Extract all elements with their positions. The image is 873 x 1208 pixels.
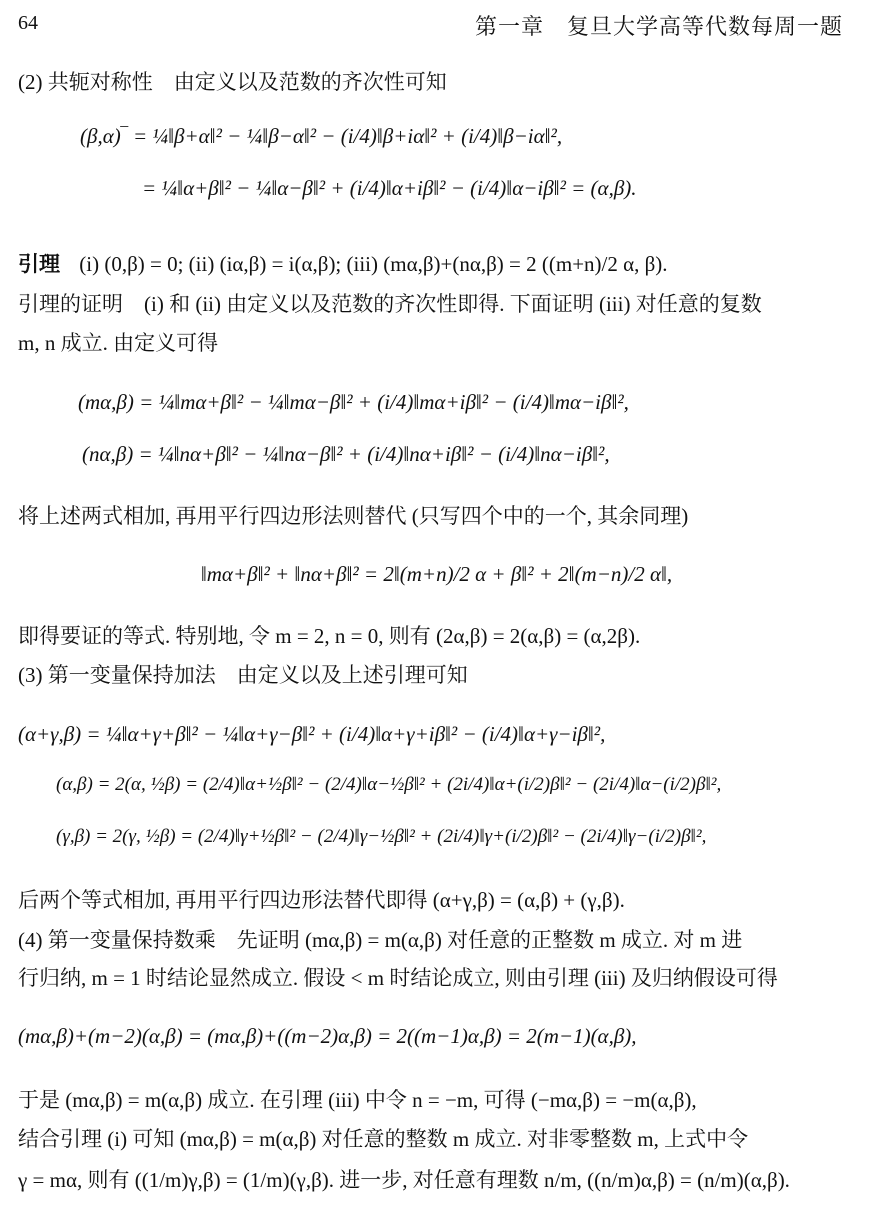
lemma-label: 引理 — [18, 252, 60, 276]
paragraph-line: (3) 第一变量保持加法 由定义以及上述引理可知 — [18, 663, 468, 687]
chapter-title: 第一章 复旦大学高等代数每周一题 — [474, 14, 843, 39]
page-number: 64 — [18, 12, 38, 34]
paragraph-line: 引理的证明 (i) 和 (ii) 由定义以及范数的齐次性即得. 下面证明 (iii) 对任意的复数 — [18, 292, 762, 316]
equation-line: (mα,β) = ¼‖mα+β‖² − ¼‖mα−β‖² + (i/4)‖mα+iβ‖² − (i/4)‖mα−iβ‖², — [78, 390, 629, 414]
paragraph-line: 将上述两式相加, 再用平行四边形法则替代 (只写四个中的一个, 其余同理) — [18, 504, 689, 528]
equation-line: ‖mα+β‖² + ‖nα+β‖² = 2‖(m+n)/2 α + β‖² + 2‖(m−n)/2 α‖, — [200, 562, 673, 586]
equation-line: (α,β) = 2(α, ½β) = (2/4)‖α+½β‖² − (2/4)‖α−½β‖² + (2i/4)‖α+(i/2)β‖² − (2i/4)‖α−(i/2)β‖², — [56, 774, 722, 795]
paragraph-line: γ = mα, 则有 ((1/m)γ,β) = (1/m)(γ,β). 进一步, 对任意有理数 n/m, ((n/m)α,β) = (n/m)(α,β). — [18, 1168, 790, 1192]
lemma-statement — [18, 248, 843, 280]
lemma-text: (i) (0,β) = 0; (ii) (iα,β) = i(α,β); (iii) (mα,β)+(nα,β) = 2 ((m+n)/2 α, β). — [79, 252, 668, 276]
paragraph-line: 于是 (mα,β) = m(α,β) 成立. 在引理 (iii) 中令 n = −m, 可得 (−mα,β) = −m(α,β), — [18, 1088, 697, 1112]
paragraph-line: m, n 成立. 由定义可得 — [18, 331, 219, 355]
equation-line: (β,α)‾ = ¼‖β+α‖² − ¼‖β−α‖² − (i/4)‖β+iα‖² + (i/4)‖β−iα‖², — [80, 124, 563, 148]
equation-line: (α+γ,β) = ¼‖α+γ+β‖² − ¼‖α+γ−β‖² + (i/4)‖α+γ+iβ‖² − (i/4)‖α+γ−iβ‖², — [18, 722, 606, 746]
equation-line: (nα,β) = ¼‖nα+β‖² − ¼‖nα−β‖² + (i/4)‖nα+iβ‖² − (i/4)‖nα−iβ‖², — [82, 442, 610, 466]
paragraph-line: (2) 共轭对称性 由定义以及范数的齐次性可知 — [18, 70, 447, 94]
equation-line: (γ,β) = 2(γ, ½β) = (2/4)‖γ+½β‖² − (2/4)‖γ−½β‖² + (2i/4)‖γ+(i/2)β‖² − (2i/4)‖γ−(i/2)β‖², — [56, 826, 707, 847]
paragraph-line: 行归纳, m = 1 时结论显然成立. 假设 < m 时结论成立, 则由引理 (iii) 及归纳假设可得 — [18, 966, 778, 990]
equation-line: (mα,β)+(m−2)(α,β) = (mα,β)+((m−2)α,β) = 2((m−1)α,β) = 2(m−1)(α,β), — [18, 1024, 637, 1048]
paragraph-line: 后两个等式相加, 再用平行四边形法替代即得 (α+γ,β) = (α,β) + (γ,β). — [18, 888, 625, 912]
paragraph-line: (4) 第一变量保持数乘 先证明 (mα,β) = m(α,β) 对任意的正整数 m 成立. 对 m 进 — [18, 928, 743, 952]
paragraph-line: 结合引理 (i) 可知 (mα,β) = m(α,β) 对任意的整数 m 成立. 对非零整数 m, 上式中令 — [18, 1127, 749, 1151]
equation-line: = ¼‖α+β‖² − ¼‖α−β‖² + (i/4)‖α+iβ‖² − (i/4)‖α−iβ‖² = (α,β). — [142, 176, 637, 200]
paragraph-line: 即得要证的等式. 特别地, 令 m = 2, n = 0, 则有 (2α,β) = 2(α,β) = (α,2β). — [18, 624, 641, 648]
